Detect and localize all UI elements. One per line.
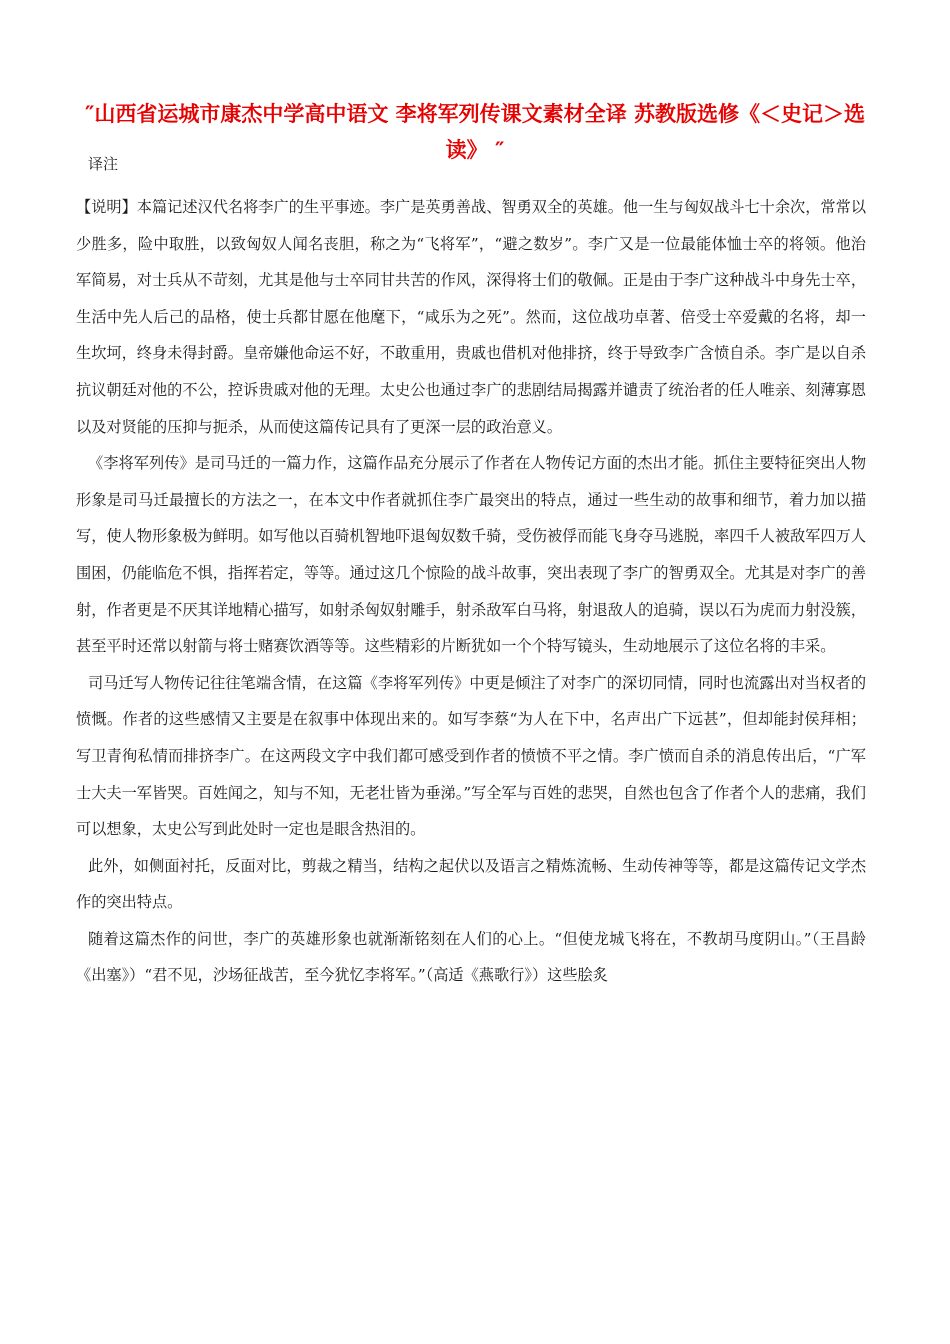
paragraph-explanation: 【说明】本篇记述汉代名将李广的生平事迹。李广是英勇善战、智勇双全的英雄。他一生与匈奴战斗七十余次，常常以少胜多，险中取胜，以致匈奴人闻名丧胆，称之为“飞将军”，“避之数岁”。李广又是一位最能体恤士卒的将领。他治军简易，对士兵从不苛刻，尤其是他与士卒同甘共苦的作风，深得将士们的敬佩。正是由于李广这种战斗中身先士卒，生活中先人后己的品格，使士兵都甘愿在他麾下，“咸乐为之死”。然而，这位战功卓著、倍受士卒爱戴的名将，却一生坎坷，终身未得封爵。皇帝嫌他命运不好，不敢重用，贵戚也借机对他排挤，终于导致李广含愤自杀。李广是以自杀抗议朝廷对他的不公，控诉贵戚对他的无理。太史公也通过李广的悲剧结局揭露并谴责了统治者的任人唯亲、刻薄寡恩以及对贤能的压抑与扼杀，从而使这篇传记具有了更深一层的政治意义。 bbox=[76, 198, 866, 436]
paragraph-legacy: 随着这篇杰作的问世，李广的英雄形象也就渐渐铭刻在人们的心上。“但使龙城飞将在，不教胡马度阴山。”（王昌龄《出塞》）“君不见，沙场征战苦，至今犹忆李将军。”（高适《燕歌行》）这些脍炙 bbox=[76, 929, 866, 985]
document-subtitle: 译注 bbox=[88, 155, 119, 173]
paragraph-work-analysis: 《李将军列传》是司马迁的一篇力作，这篇作品充分展示了作者在人物传记方面的杰出才能。抓住主要特征突出人物形象是司马迁最擅长的方法之一，在本文中作者就抓住李广最突出的特点，通过一些生动的故事和细节，着力加以描写，使人物形象极为鲜明。如写他以百骑机智地吓退匈奴数千骑，受伤被俘而能飞身夺马逃脱，率四千人被敌军四万人围困，仍能临危不惧，指挥若定，等等。通过这几个惊险的战斗故事，突出表现了李广的智勇双全。尤其是对李广的善射，作者更是不厌其详地精心描写，如射杀匈奴射雕手，射杀敌军白马将，射退敌人的追骑，误以石为虎而力射没簇，甚至平时还常以射箭与将士赌赛饮酒等等。这些精彩的片断犹如一个个特写镜头，生动地展示了这位名将的丰采。 bbox=[76, 454, 866, 656]
document-body bbox=[76, 189, 866, 994]
document-title: ″山西省运城市康杰中学高中语文 李将军列传课文素材全译 苏教版选修《＜史记＞选读》 ″ bbox=[84, 102, 865, 162]
paragraph-features: 此外，如侧面衬托，反面对比，剪裁之精当，结构之起伏以及语言之精炼流畅、生动传神等等，都是这篇传记文学杰作的突出特点。 bbox=[76, 856, 866, 912]
paragraph-author-emotion: 司马迁写人物传记往往笔端含情，在这篇《李将军列传》中更是倾注了对李广的深切同情，同时也流露出对当权者的愤慨。作者的这些感情又主要是在叙事中体现出来的。如写李蔡“为人在下中，名声出广下远甚”，但却能封侯拜相；写卫青徇私情而排挤李广。在这两段文字中我们都可感受到作者的愤愤不平之情。李广愤而自杀的消息传出后，“广军士大夫一军皆哭。百姓闻之，知与不知，无老壮皆为垂涕。”写全军与百姓的悲哭，自然也包含了作者个人的悲痛，我们可以想象，太史公写到此处时一定也是眼含热泪的。 bbox=[76, 673, 866, 839]
